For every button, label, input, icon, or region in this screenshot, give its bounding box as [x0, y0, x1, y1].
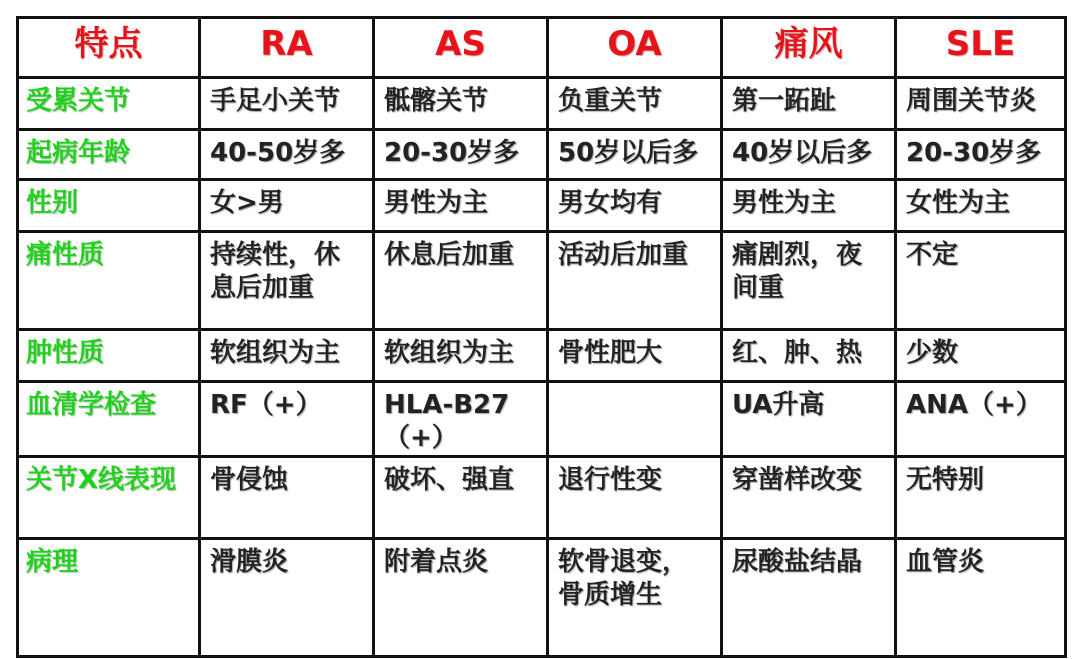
header-label: SLE: [945, 24, 1016, 64]
table-cell: [200, 330, 374, 382]
header-label: 特点: [74, 24, 143, 64]
table-cell: [896, 78, 1066, 130]
row-label: 性别: [26, 188, 79, 218]
cell-text: 40岁以后多: [732, 138, 873, 168]
header-label: RA: [260, 24, 313, 64]
table-cell: [548, 180, 722, 232]
table-cell: [722, 539, 896, 657]
cell-text: [558, 383, 711, 389]
table-cell: [200, 78, 374, 130]
cell-text: 破坏、强直: [384, 465, 515, 495]
row-label-cell: [18, 78, 200, 130]
cell-text: 男性为主: [732, 188, 837, 218]
cell-text: 手足小关节: [210, 86, 341, 116]
table-cell: [548, 382, 722, 457]
table-cell: [200, 130, 374, 180]
header-cell-ra: [200, 18, 374, 78]
table-cell: [374, 382, 548, 457]
cell-text: RF（+）: [210, 390, 322, 420]
table-cell: [548, 330, 722, 382]
table-cell: [722, 232, 896, 330]
header-cell-as: [374, 18, 548, 78]
header-cell-oa: [548, 18, 722, 78]
cell-text: 软骨退变，骨质增生: [558, 547, 689, 610]
table-cell: [374, 457, 548, 539]
table-row-pathology: [18, 539, 1066, 657]
cell-text: 周围关节炎: [906, 86, 1037, 116]
cell-text: 骶髂关节: [384, 86, 489, 116]
table-row-swelling-nature: [18, 330, 1066, 382]
table-row-joints: [18, 78, 1066, 130]
cell-text: 20-30岁多: [906, 138, 1042, 168]
table-row-serology: [18, 382, 1066, 457]
cell-text: 退行性变: [558, 465, 663, 495]
row-label-cell: [18, 457, 200, 539]
cell-text: 休息后加重: [384, 240, 515, 270]
row-label: 肿性质: [26, 338, 105, 368]
cell-text: 穿凿样改变: [732, 465, 863, 495]
row-label: 关节X线表现: [26, 465, 177, 495]
header-label: 痛风: [774, 24, 843, 64]
cell-text: 尿酸盐结晶: [732, 547, 863, 577]
cell-text: 附着点炎: [384, 547, 489, 577]
header-cell-sle: [896, 18, 1066, 78]
cell-text: 不定: [906, 240, 959, 270]
table-cell: [722, 382, 896, 457]
cell-text: 软组织为主: [210, 338, 341, 368]
table-row-onset-age: [18, 130, 1066, 180]
comparison-table: [16, 16, 1067, 658]
table-cell: [722, 78, 896, 130]
cell-text: 持续性，休息后加重: [210, 240, 341, 303]
row-label: 受累关节: [26, 86, 131, 116]
table-cell: [374, 130, 548, 180]
cell-text: 50岁以后多: [558, 138, 699, 168]
header-label: OA: [607, 24, 662, 64]
cell-text: ANA（+）: [906, 390, 1042, 420]
cell-text: 女>男: [210, 188, 284, 218]
cell-text: 少数: [906, 338, 959, 368]
cell-text: 活动后加重: [558, 240, 689, 270]
row-label-cell: [18, 130, 200, 180]
cell-text: 软组织为主: [384, 338, 515, 368]
cell-text: 负重关节: [558, 86, 663, 116]
row-label: 起病年龄: [26, 138, 131, 168]
cell-text: 20-30岁多: [384, 138, 520, 168]
table-row-pain-nature: [18, 232, 1066, 330]
table-cell: [374, 330, 548, 382]
row-label-cell: [18, 232, 200, 330]
cell-text: HLA-B27（+）: [384, 390, 510, 453]
cell-text: 血管炎: [906, 547, 985, 577]
row-label: 病理: [26, 547, 79, 577]
row-label-cell: [18, 382, 200, 457]
row-label-cell: [18, 330, 200, 382]
table-cell: [896, 330, 1066, 382]
table-row-sex: [18, 180, 1066, 232]
table-cell: [374, 539, 548, 657]
cell-text: 第一跖趾: [732, 86, 837, 116]
header-label: AS: [435, 24, 486, 64]
header-cell-gout: [722, 18, 896, 78]
row-label: 痛性质: [26, 240, 105, 270]
cell-text: 女性为主: [906, 188, 1011, 218]
header-row: [18, 18, 1066, 78]
table-cell: [722, 130, 896, 180]
table-cell: [200, 232, 374, 330]
cell-text: 滑膜炎: [210, 547, 289, 577]
table-cell: [374, 232, 548, 330]
cell-text: 骨性肥大: [558, 338, 663, 368]
table-cell: [548, 232, 722, 330]
table-cell: [200, 539, 374, 657]
row-label-cell: [18, 539, 200, 657]
table-cell: [374, 180, 548, 232]
table-cell: [548, 78, 722, 130]
cell-text: 男性为主: [384, 188, 489, 218]
table-cell: [548, 130, 722, 180]
cell-text: UA升高: [732, 390, 825, 420]
cell-text: 红、肿、热: [732, 338, 863, 368]
table-cell: [722, 180, 896, 232]
cell-text: 无特别: [906, 465, 985, 495]
table-cell: [200, 180, 374, 232]
cell-text: 痛剧烈，夜间重: [732, 240, 863, 303]
table-cell: [548, 457, 722, 539]
table-cell: [722, 330, 896, 382]
table-cell: [200, 457, 374, 539]
table-cell: [896, 130, 1066, 180]
table-cell: [896, 539, 1066, 657]
table-cell: [896, 457, 1066, 539]
cell-text: 骨侵蚀: [210, 465, 289, 495]
row-label: 血清学检查: [26, 390, 157, 420]
table-cell: [722, 457, 896, 539]
table-row-xray: [18, 457, 1066, 539]
table-cell: [374, 78, 548, 130]
cell-text: 男女均有: [558, 188, 663, 218]
table-cell: [896, 382, 1066, 457]
header-cell-feature: [18, 18, 200, 78]
table-cell: [896, 180, 1066, 232]
table-cell: [200, 382, 374, 457]
table-cell: [896, 232, 1066, 330]
cell-text: 40-50岁多: [210, 138, 346, 168]
row-label-cell: [18, 180, 200, 232]
table-cell: [548, 539, 722, 657]
